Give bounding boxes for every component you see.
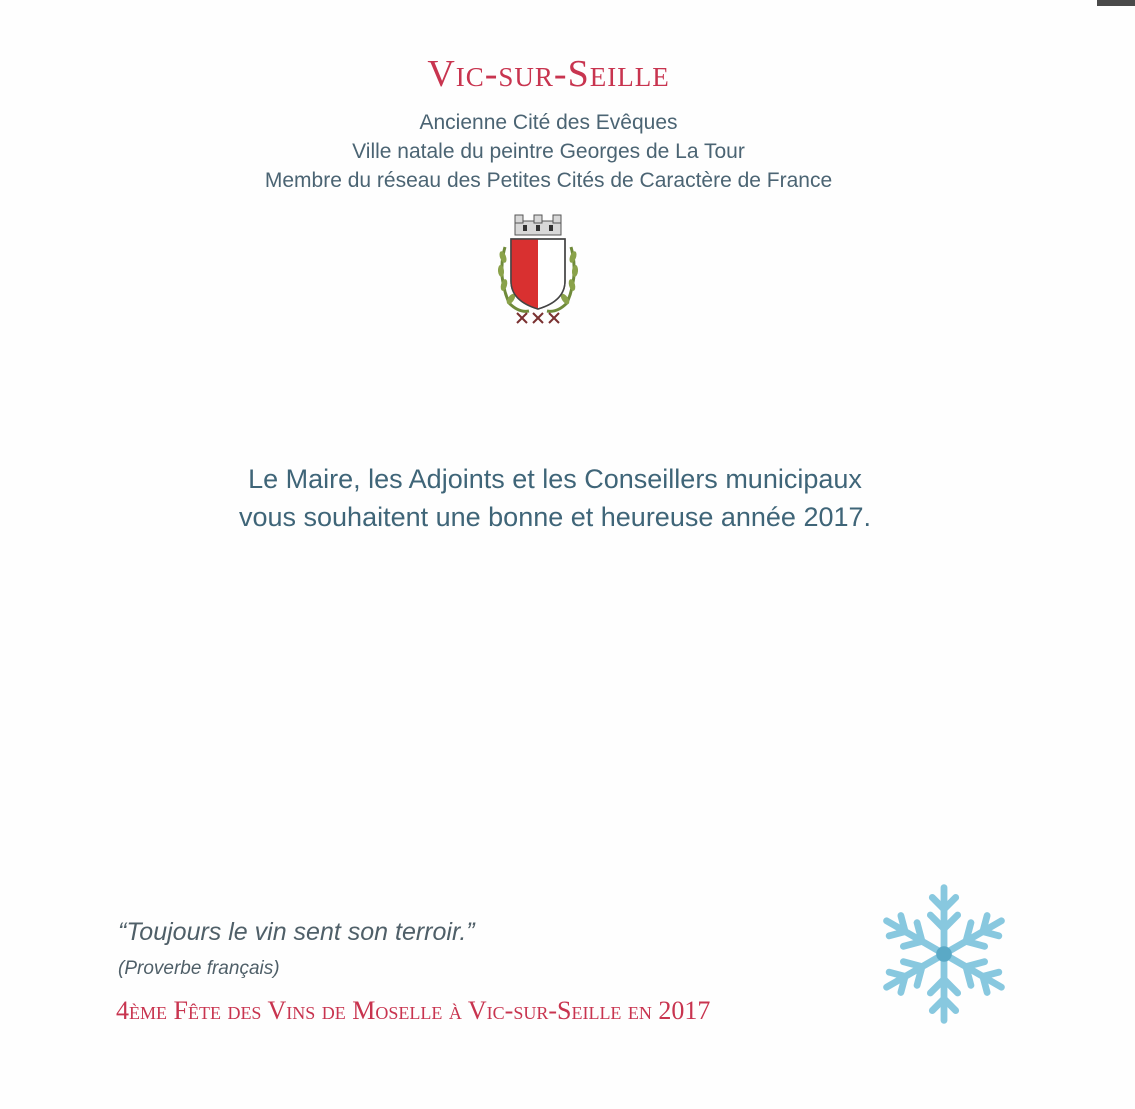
greeting-line-2: vous souhaitent une bonne et heureuse année 2017. <box>238 502 872 532</box>
subtitle-block <box>0 108 1097 195</box>
greeting-block <box>0 460 1110 536</box>
event-announcement: 4ème Fête des Vins de Moselle à Vic-sur-Seille en 2017 <box>116 996 711 1025</box>
greeting-line-1: Le Maire, les Adjoints et les Conseillers municipaux <box>248 464 862 494</box>
subtitle-line-2: Ville natale du peintre Georges de La Tour <box>352 140 745 163</box>
proverb-quote: “Toujours le vin sent son terroir.” <box>118 918 475 946</box>
snowflake-icon <box>866 876 1022 1032</box>
subtitle-line-1: Ancienne Cité des Evêques <box>419 111 678 134</box>
coat-of-arms-icon <box>495 213 581 329</box>
town-title: Vic-sur-Seille <box>427 53 670 95</box>
scan-edge-mark <box>1097 0 1135 6</box>
subtitle-line-3: Membre du réseau des Petites Cités de Caractère de France <box>264 169 833 192</box>
proverb-attribution: (Proverbe français) <box>118 958 280 979</box>
